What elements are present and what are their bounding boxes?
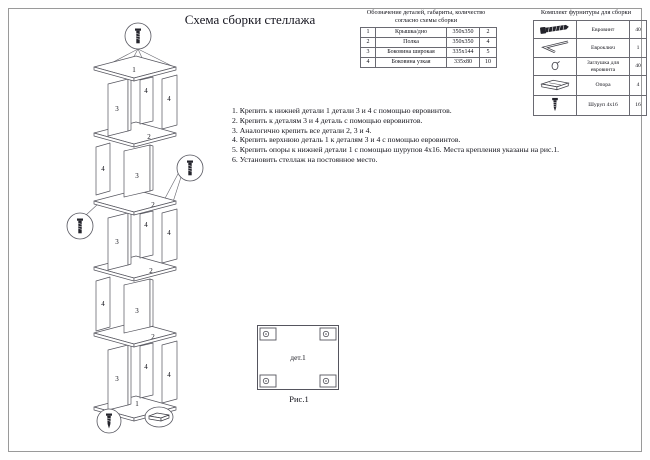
table-row	[534, 57, 647, 75]
support-callout	[145, 407, 173, 427]
part-size: 350x350	[447, 38, 480, 48]
part-label: 4	[144, 363, 148, 371]
instructions-list	[232, 106, 636, 165]
table-row	[534, 39, 647, 57]
part-label: 3	[115, 238, 119, 246]
corner-bracket	[320, 328, 336, 340]
part-number: 4	[361, 58, 376, 68]
instruction-step: 2. Крепить к деталям 3 и 4 деталь с помощью евровинтов.	[232, 115, 423, 125]
parts-table-header-line2: согласно схемы сборки	[394, 17, 458, 24]
part-label: 2	[151, 333, 155, 341]
instruction-step: 3. Аналогично крепить все детали 2, 3 и 4.	[232, 125, 372, 135]
part-label: 4	[167, 95, 171, 103]
part-label: 4	[101, 300, 105, 308]
instruction-step: 4. Крепить верхнюю деталь 1 к деталям 3 и 4 с помощью евровинтов.	[232, 135, 461, 145]
figure-detail-1	[256, 324, 342, 397]
euroscrew-callout	[67, 213, 93, 239]
part-name: Боковина узкая	[376, 58, 447, 68]
hardware-qty: 4	[630, 76, 647, 95]
part-name: Полка	[376, 38, 447, 48]
part-name: Крышка/дно	[376, 28, 447, 38]
hardware-name: Евровинт	[577, 21, 630, 39]
part-size: 335x80	[447, 58, 480, 68]
parts-table	[360, 27, 497, 68]
hardware-name: Шуруп 4x16	[577, 95, 630, 115]
part-label: 3	[115, 375, 119, 383]
part-label: 2	[147, 133, 151, 141]
detail-1-drawing	[256, 324, 342, 392]
table-row	[361, 48, 497, 58]
part-label: 1	[135, 400, 139, 408]
part-label: 2	[151, 201, 155, 209]
part-label: 4	[167, 229, 171, 237]
instruction-step: 5. Крепить опоры к нижней детали 1 с помощью шурупов 4x16. Места крепления указаны на рис.1.	[232, 145, 560, 155]
figure-caption: Рис.1	[289, 394, 309, 404]
table-row	[534, 76, 647, 95]
part-label: 4	[144, 87, 148, 95]
hardware-table	[533, 20, 647, 116]
detail-1-label: дет.1	[290, 353, 306, 362]
hardware-name: Евроключ	[577, 39, 630, 57]
part-label: 3	[115, 105, 119, 113]
corner-bracket	[320, 375, 336, 387]
wood-screw-callout	[97, 409, 121, 433]
page-title: Схема сборки стеллажа	[184, 12, 316, 27]
part-number: 1	[361, 28, 376, 38]
part-size: 335x144	[447, 48, 480, 58]
part-label: 4	[167, 371, 171, 379]
part-qty: 4	[480, 38, 497, 48]
part-label: 1	[132, 66, 136, 74]
part-label: 4	[101, 165, 105, 173]
hex-key-icon	[534, 39, 577, 57]
table-row	[361, 58, 497, 68]
part-qty: 10	[480, 58, 497, 68]
part-label: 3	[135, 307, 139, 315]
euroscrew-callout	[125, 23, 151, 49]
hardware-qty: 1	[630, 39, 647, 57]
hardware-qty: 16	[630, 95, 647, 115]
part-size: 350x350	[447, 28, 480, 38]
part-qty: 5	[480, 48, 497, 58]
corner-bracket	[260, 328, 276, 340]
support-icon	[534, 76, 577, 95]
part-qty: 2	[480, 28, 497, 38]
table-row	[361, 38, 497, 48]
hardware-qty: 40	[630, 57, 647, 75]
table-row	[361, 28, 497, 38]
euroscrew-callout	[177, 155, 203, 181]
part-label: 2	[149, 267, 153, 275]
table-row	[534, 21, 647, 39]
part-number: 3	[361, 48, 376, 58]
parts-table-header	[350, 9, 502, 25]
part-name: Боковина широкая	[376, 48, 447, 58]
instruction-step: 6. Установить стеллаж на постоянное место.	[232, 154, 378, 164]
corner-bracket	[260, 375, 276, 387]
hardware-name: Заглушка для евровинта	[577, 57, 630, 75]
parts-table-header-line1: Обозначение деталей, габариты, количество	[366, 9, 486, 16]
part-label: 4	[144, 221, 148, 229]
plug-icon	[534, 57, 577, 75]
hardware-qty: 40	[630, 21, 647, 39]
euroscrew-icon	[534, 21, 577, 39]
hardware-name: Опора	[577, 76, 630, 95]
assembly-diagram	[50, 5, 215, 445]
part-label: 3	[135, 172, 139, 180]
hardware-table-header: Комплект фурнитуры для сборки	[540, 9, 632, 16]
part-number: 2	[361, 38, 376, 48]
instruction-step: 1. Крепить к нижней детали 1 детали 3 и 4 с помощью евровинтов.	[232, 106, 452, 115]
